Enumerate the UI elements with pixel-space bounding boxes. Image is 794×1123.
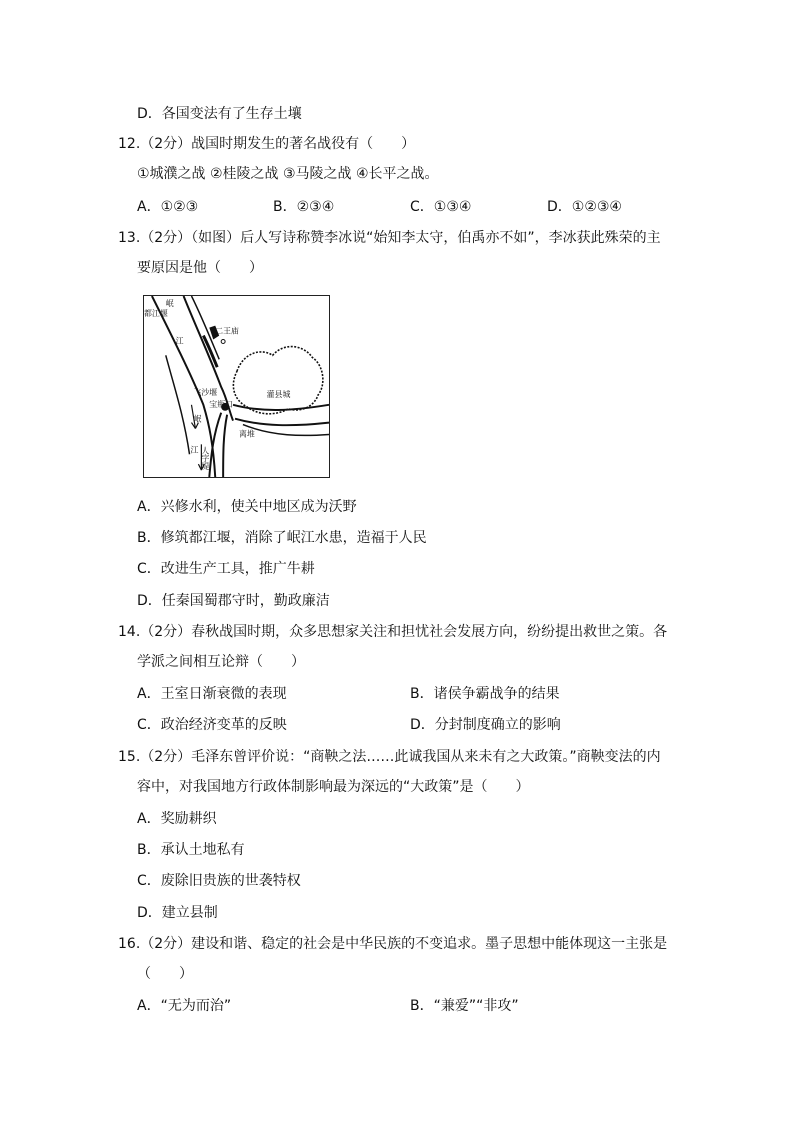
q15-option-c: C．废除旧贵族的世袭特权 xyxy=(137,873,301,889)
map-label-guanxian: 灌县城 xyxy=(266,389,291,399)
q13-stem-line1: 13.（2分）（如图）后人写诗称赞李冰说“始知李太守，伯禹亦不如”，李冰获此殊荣的主 xyxy=(118,230,661,246)
map-label-erwang: 二王庙 xyxy=(215,326,239,336)
q12-option-b: B．②③④ xyxy=(273,199,335,215)
map-label-libei: 离堆 xyxy=(238,429,255,439)
q14-option-a: A．王室日渐衰微的表现 xyxy=(137,686,287,702)
q13-stem-line2: 要原因是他（ ） xyxy=(137,260,263,276)
q16-stem-line1: 16.（2分）建设和谐、稳定的社会是中华民族的不变追求。墨子思想中能体现这一主张是 xyxy=(118,936,668,952)
q15-option-a: A．奖励耕织 xyxy=(137,811,217,827)
q16-stem-line2: （ ） xyxy=(137,966,193,982)
q15-stem-line1: 15.（2分）毛泽东曾评价说：“商鞅之法……此诚我国从来未有之大政策。”商鞅变法的内 xyxy=(118,749,661,765)
map-label-dujiang: 都江堰 xyxy=(144,308,168,318)
q15-stem-line2: 容中，对我国地方行政体制影响最为深远的“大政策”是（ ） xyxy=(137,779,530,795)
q12-option-a: A．①②③ xyxy=(137,199,199,215)
q16-option-b: B．“兼爱”“非攻” xyxy=(410,998,519,1014)
dujiangyan-map xyxy=(143,295,330,478)
q12-items: ①城濮之战 ②桂陵之战 ③马陵之战 ④长平之战。 xyxy=(137,166,439,182)
map-label-jiang-top: 江 xyxy=(175,336,184,346)
q12-option-d: D．①②③④ xyxy=(547,199,622,215)
q14-stem-line2: 学派之间相互论辩（ ） xyxy=(137,654,305,670)
map-label-min2: 岷 xyxy=(193,414,202,424)
map-label-jiang2: 江 xyxy=(190,445,199,455)
q13-option-d: D．任秦国蜀郡守时，勤政廉洁 xyxy=(137,593,330,609)
q14-option-b: B．诸侯争霸战争的结果 xyxy=(410,686,560,702)
q12-stem: 12.（2分）战国时期发生的著名战役有（ ） xyxy=(118,136,416,152)
map-label-min: 岷 xyxy=(165,298,174,308)
q14-stem-line1: 14.（2分）春秋战国时期，众多思想家关注和担忧社会发展方向，纷纷提出救世之策。各 xyxy=(118,624,668,640)
q13-option-b: B．修筑都江堰，消除了岷江水患，造福于人民 xyxy=(137,530,427,546)
q14-option-c: C．政治经济变革的反映 xyxy=(137,717,287,733)
q16-option-a: A．“无为而治” xyxy=(137,998,232,1014)
q12-option-c: C．①③④ xyxy=(410,199,472,215)
q14-option-d: D．分封制度确立的影响 xyxy=(410,717,561,733)
map-label-renzi: 人字堤 xyxy=(200,446,210,471)
q11-option-d: D．各国变法有了生存土壤 xyxy=(137,106,302,122)
map-label-baoping: 宝瓶口 xyxy=(209,399,234,409)
q13-option-c: C．改进生产工具，推广牛耕 xyxy=(137,561,315,577)
q13-option-a: A．兴修水利，使关中地区成为沃野 xyxy=(137,499,357,515)
map-figure xyxy=(144,296,329,477)
map-label-feisha: 飞沙堰 xyxy=(193,387,218,397)
q15-option-b: B．承认土地私有 xyxy=(137,842,245,858)
q15-option-d: D．建立县制 xyxy=(137,905,218,921)
